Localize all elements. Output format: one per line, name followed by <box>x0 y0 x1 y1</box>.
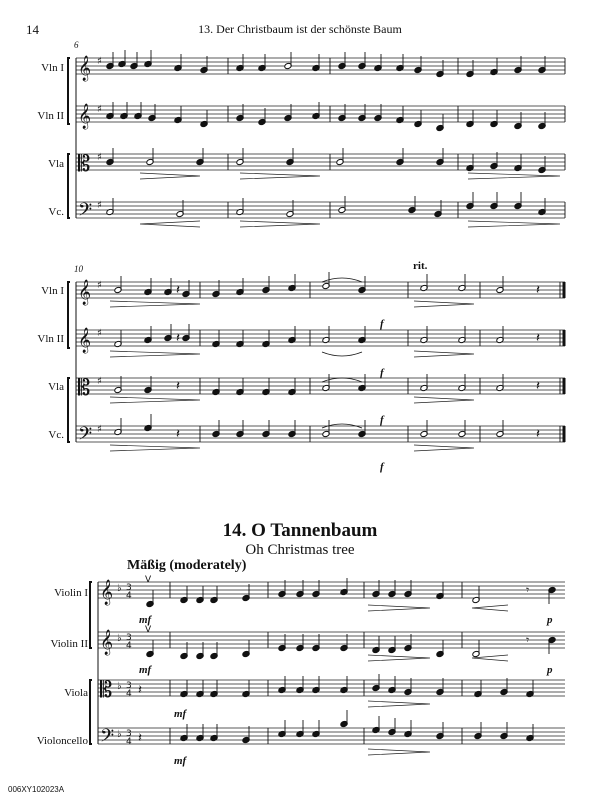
rest-icon: 𝄽 <box>536 331 540 346</box>
key-signature-flat: ♭ <box>117 583 122 594</box>
clef-icon: 𝄞 <box>100 630 114 655</box>
instrument-label-vln1: Vln I <box>41 285 64 297</box>
instrument-label-vla: Vla <box>48 381 64 393</box>
key-signature-sharp: ♯ <box>97 424 102 435</box>
instrument-label-vln2: Vln II <box>37 110 64 122</box>
clef-icon: 𝄞 <box>78 104 92 129</box>
ritardando-mark: rit. <box>413 260 428 272</box>
instrument-label-vln1: Vln I <box>41 62 64 74</box>
dynamic-forte: f <box>380 367 384 379</box>
hairpin <box>472 605 508 611</box>
rest-icon: 𝄾 <box>526 583 530 597</box>
clef-icon: 𝄡 <box>78 152 91 177</box>
page-number: 14 <box>26 22 39 37</box>
key-signature-flat: ♭ <box>117 729 122 740</box>
hairpin <box>368 655 430 661</box>
staff-bracket <box>68 378 70 442</box>
dynamic-mezzoforte: mf <box>139 664 152 676</box>
rest-icon: 𝄽 <box>176 283 180 298</box>
clef-icon: 𝄡 <box>78 376 91 401</box>
rest-icon: 𝄽 <box>536 379 540 394</box>
hairpin <box>468 173 560 179</box>
key-signature-flat: ♭ <box>117 633 122 644</box>
instrument-label-vla: Vla <box>48 158 64 170</box>
time-signature: 4 <box>126 591 132 601</box>
hairpin <box>240 173 320 179</box>
slur <box>322 352 362 356</box>
staff-bracket <box>90 680 92 744</box>
rest-icon: 𝄽 <box>536 427 540 442</box>
staff-bracket <box>68 282 70 348</box>
time-signature: 4 <box>126 689 132 699</box>
hairpin <box>468 221 560 227</box>
instrument-label-violin2: Violin II <box>50 638 88 650</box>
time-signature: 3 <box>126 681 132 691</box>
dynamic-mezzoforte: mf <box>174 708 187 720</box>
slur <box>322 278 362 282</box>
clef-icon: 𝄢 <box>78 200 93 225</box>
hairpin <box>414 301 474 307</box>
clef-icon: 𝄢 <box>100 726 115 751</box>
clef-icon: 𝄢 <box>78 424 93 449</box>
key-signature-sharp: ♯ <box>97 200 102 211</box>
clef-icon: 𝄞 <box>100 580 114 605</box>
instrument-label-vc: Vc. <box>48 206 64 218</box>
dynamic-mezzoforte: mf <box>174 755 187 767</box>
tempo-marking: Mäßig (moderately) <box>127 558 247 573</box>
key-signature-sharp: ♯ <box>97 56 102 67</box>
hairpin <box>368 749 430 755</box>
bowing-mark: V <box>145 625 152 635</box>
bowing-mark: V <box>145 575 152 585</box>
hairpin <box>414 397 474 403</box>
key-signature-flat: ♭ <box>117 681 122 692</box>
rest-icon: 𝄽 <box>138 683 142 698</box>
key-signature-sharp: ♯ <box>97 328 102 339</box>
hairpin <box>368 605 430 611</box>
clef-icon: 𝄞 <box>78 56 92 81</box>
clef-icon: 𝄡 <box>100 678 113 703</box>
dynamic-forte: f <box>380 461 384 473</box>
key-signature-sharp: ♯ <box>97 376 102 387</box>
rest-icon: 𝄾 <box>526 633 530 647</box>
running-header: 13. Der Christbaum ist der schönste Baum <box>198 22 402 36</box>
hairpin <box>140 221 200 227</box>
rest-icon: 𝄽 <box>176 379 180 394</box>
key-signature-sharp: ♯ <box>97 152 102 163</box>
key-signature-sharp: ♯ <box>97 104 102 115</box>
hairpin <box>414 351 474 357</box>
footer-code: 006XY102023A <box>8 785 65 794</box>
dynamic-piano: p <box>547 664 553 676</box>
measure-number: 6 <box>74 40 79 50</box>
time-signature: 3 <box>126 633 132 643</box>
instrument-label-viola: Viola <box>64 687 88 699</box>
hairpin <box>414 445 474 451</box>
instrument-label-vc: Vc. <box>48 429 64 441</box>
rest-icon: 𝄽 <box>138 731 142 746</box>
time-signature: 4 <box>126 737 132 747</box>
dynamic-piano: p <box>547 614 553 626</box>
rest-icon: 𝄽 <box>176 331 180 346</box>
hairpin <box>110 445 200 451</box>
piece-subtitle: Oh Christmas tree <box>245 542 355 558</box>
instrument-label-violoncello: Violoncello <box>36 735 88 747</box>
time-signature: 4 <box>126 641 132 651</box>
hairpin <box>140 173 200 179</box>
dynamic-mezzoforte: mf <box>139 614 152 626</box>
key-signature-sharp: ♯ <box>97 280 102 291</box>
dynamic-forte: f <box>380 318 384 330</box>
time-signature: 3 <box>126 729 132 739</box>
hairpin <box>110 351 200 357</box>
hairpin <box>368 701 430 707</box>
dynamic-forte: f <box>380 414 384 426</box>
slur <box>322 378 362 382</box>
rest-icon: 𝄽 <box>176 427 180 442</box>
time-signature: 3 <box>126 583 132 593</box>
staff-bracket <box>68 154 70 218</box>
staff-bracket <box>90 582 92 648</box>
hairpin <box>110 397 200 403</box>
instrument-label-violin1: Violin I <box>54 587 88 599</box>
hairpin <box>110 301 200 307</box>
clef-icon: 𝄞 <box>78 280 92 305</box>
clef-icon: 𝄞 <box>78 328 92 353</box>
staff-bracket <box>68 58 70 124</box>
instrument-label-vln2: Vln II <box>37 333 64 345</box>
rest-icon: 𝄽 <box>536 283 540 298</box>
measure-number: 10 <box>74 264 83 274</box>
piece-title: 14. O Tannenbaum <box>222 520 378 541</box>
hairpin <box>240 221 320 227</box>
